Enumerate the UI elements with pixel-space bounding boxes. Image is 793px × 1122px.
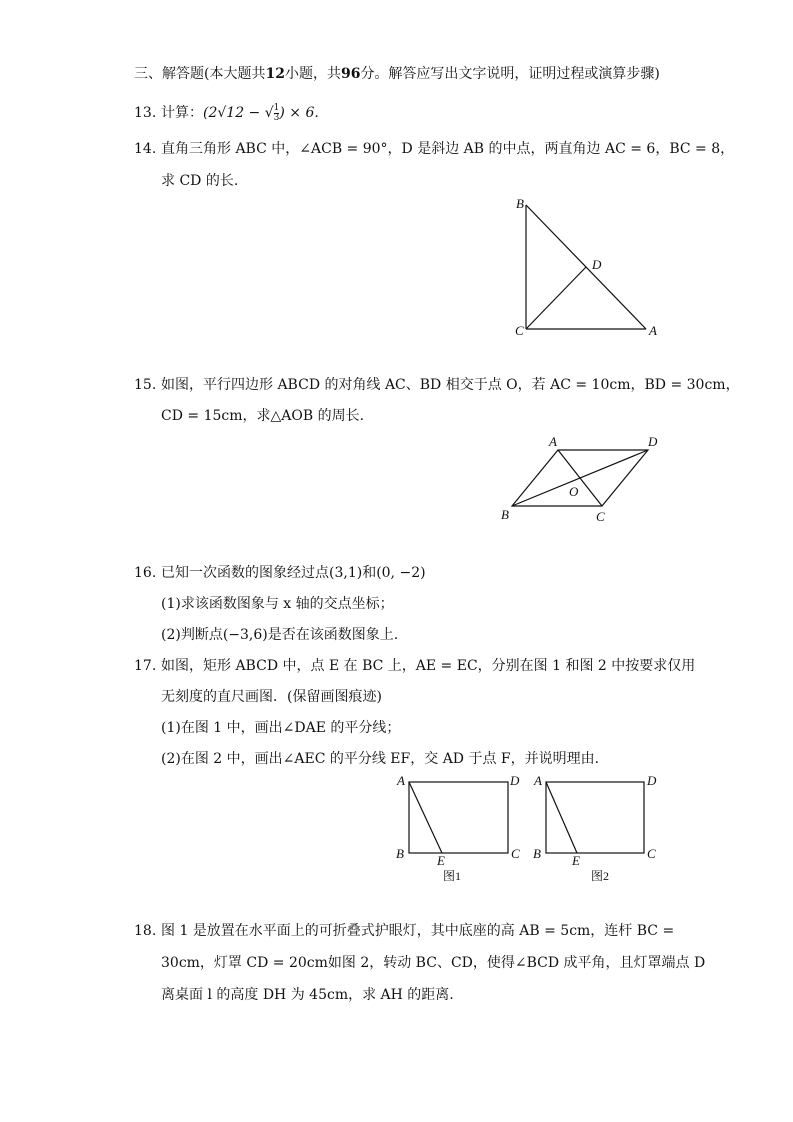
label-d: D [648,434,658,449]
label-a: A [534,773,542,788]
question-number: 17. [134,658,157,674]
q18-line1: 图 1 是放置在水平面上的可折叠式护眼灯，其中底座的高 AB = 5cm，连杆 BC = [161,923,675,939]
label-e: E [437,853,445,868]
label-c: C [515,323,524,338]
question-13 [134,103,319,123]
label-e: E [572,853,580,868]
label-d: D [592,257,602,272]
question-18 [134,921,674,941]
label-a: A [549,434,557,449]
q17-line1: 如图，矩形 ABCD 中，点 E 在 BC 上，AE = EC，分别在图 1 和图 2 中按要求仅用 [161,658,696,674]
q18-line2: 30cm，灯罩 CD = 20cm如图 2，转动 BC、CD，使得∠BCD 成平角，且灯罩端点 D [161,955,706,971]
q13-expr-left: (2√12 − √ [203,105,274,121]
label-d: D [510,773,520,788]
q15-line1: 如图，平行四边形 ABCD 的对角线 AC、BD 相交于点 O，若 AC = 10cm，BD = 30cm， [161,377,740,393]
rectangle-abcd [409,782,508,853]
q15-line2: CD = 15cm，求△AOB 的周长. [161,408,365,424]
question-number: 18. [134,923,157,939]
q13-label: 计算： [161,105,203,121]
q17-line3: (1)在图 1 中，画出∠DAE 的平分线； [161,720,401,736]
q14-triangle-figure [500,195,670,340]
diagonal-bd [512,450,648,506]
section-score: 96 [340,66,361,82]
section-rest: 分。解答应写出文字说明，证明过程或演算步骤) [360,66,660,82]
label-b: B [533,846,541,861]
question-number: 16. [134,565,157,581]
q15-parallelogram-figure [498,432,668,527]
label-a: A [397,773,405,788]
question-number: 14. [134,141,157,157]
section-header [134,64,660,84]
label-d: D [647,773,657,788]
q17-figure-2 [531,772,671,887]
segment-cd [526,267,586,329]
label-o: O [569,484,579,499]
label-b: B [516,196,524,211]
q13-frac-bottom: 3 [273,112,280,123]
q13-frac-top: 1 [273,102,280,113]
q17-line2: 无刻度的直尺画图．(保留画图痕迹) [161,689,382,705]
question-16 [134,563,426,583]
q14-line1: 直角三角形 ABC 中，∠ACB = 90°，D 是斜边 AB 的中点，两直角边 AC = 6，BC = 8， [161,141,735,157]
section-mid: 小题，共 [284,66,341,82]
question-number: 15. [134,377,157,393]
segment-ae [546,782,577,853]
label-c: C [647,846,656,861]
figure-1-caption: 图1 [443,869,462,883]
segment-ae [409,782,442,853]
question-17 [134,656,695,676]
label-b: B [396,846,404,861]
q17-figure-1 [394,772,534,887]
label-a: A [649,323,657,338]
figure-2-caption: 图2 [591,869,610,883]
question-14 [134,139,734,159]
label-c: C [511,846,520,861]
question-number: 13. [134,105,157,121]
q18-line3: 离桌面 l 的高度 DH 为 45cm，求 AH 的距离. [161,987,454,1003]
section-title-prefix: 三、解答题 [134,66,204,82]
q14-line2: 求 CD 的长. [161,173,239,189]
question-15 [134,375,740,395]
label-b: B [501,507,509,522]
label-c: C [596,509,605,524]
section-question-count: 12 [265,66,285,82]
q17-line4: (2)在图 2 中，画出∠AEC 的平分线 EF，交 AD 于点 F，并说明理由. [161,751,600,767]
q16-line2: (1)求该函数图象与 x 轴的交点坐标； [161,596,394,612]
rectangle-abcd [546,782,644,853]
q16-line3: (2)判断点(−3,6)是否在该函数图象上. [161,627,399,643]
section-paren-open: (本大题共 [204,66,266,82]
q13-expr-right: ) × 6. [279,105,319,121]
q16-line1: 已知一次函数的图象经过点(3,1)和(0, −2) [161,565,426,581]
